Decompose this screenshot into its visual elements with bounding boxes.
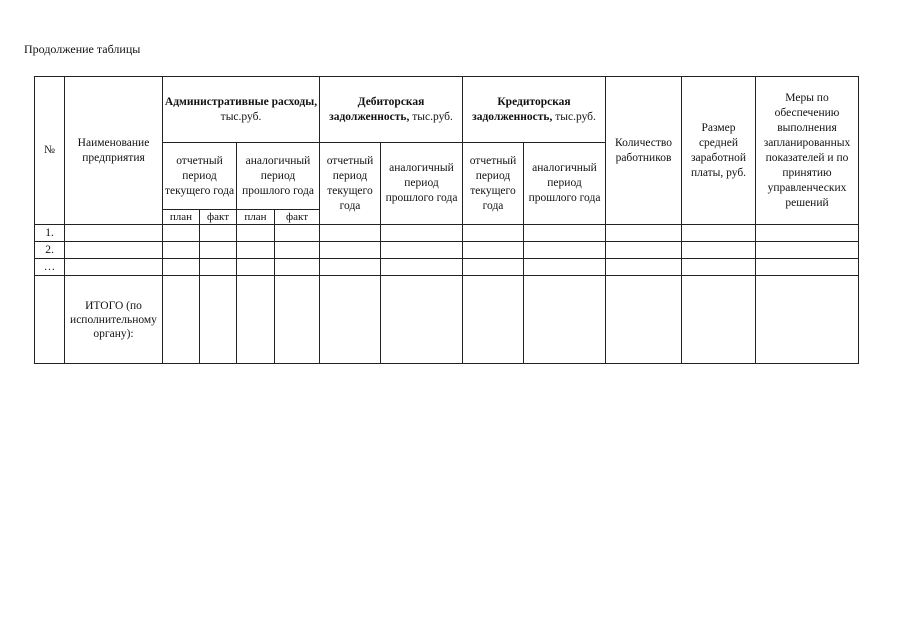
header-admin-expenses	[163, 77, 320, 143]
header-receivables-previous-period: аналогичный период прошлого года	[381, 143, 463, 225]
table-cell	[65, 242, 163, 259]
table-cell	[381, 225, 463, 242]
table-cell	[756, 242, 859, 259]
total-row	[35, 276, 859, 364]
header-workers-count: Количество работников	[606, 77, 682, 225]
header-payables	[463, 77, 606, 143]
header-payables-current-period: отчетный период текущего года	[463, 143, 524, 225]
header-receivables-unit: тыс.руб.	[409, 110, 453, 123]
table-cell	[381, 259, 463, 276]
table-cell	[463, 242, 524, 259]
table-cell	[524, 259, 606, 276]
table-cell	[524, 242, 606, 259]
table-caption: Продолжение таблицы	[24, 42, 141, 56]
header-admin-expenses-unit: тыс.руб.	[220, 110, 262, 123]
table-cell	[606, 259, 682, 276]
header-number: №	[35, 77, 65, 225]
table-cell	[200, 259, 237, 276]
header-receivables-title: Дебиторская задолженность,	[329, 95, 425, 123]
total-label: ИТОГО (по исполнительному органу):	[65, 276, 163, 364]
table-cell	[756, 276, 859, 364]
header-measures: Меры по обеспечению выполнения запланированных показателей и по принятию управленческих решений	[756, 77, 859, 225]
table-cell	[756, 259, 859, 276]
row-number: 1.	[35, 225, 65, 242]
header-enterprise-name: Наименование предприятия	[65, 77, 163, 225]
header-admin-expenses-title: Административные расходы,	[164, 95, 318, 108]
header-receivables-current-period: отчетный период текущего года	[320, 143, 381, 225]
table-cell	[682, 225, 756, 242]
row-number: 2.	[35, 242, 65, 259]
header-payables-previous-period: аналогичный период прошлого года	[524, 143, 606, 225]
table-row	[35, 242, 859, 259]
table-cell	[163, 276, 200, 364]
header-average-salary: Размер средней заработной платы, руб.	[682, 77, 756, 225]
table-cell	[606, 276, 682, 364]
report-table	[34, 76, 859, 364]
table-cell	[463, 225, 524, 242]
table-cell	[320, 242, 381, 259]
table-cell	[381, 242, 463, 259]
table-cell	[275, 225, 320, 242]
table-cell	[463, 259, 524, 276]
table-cell	[682, 259, 756, 276]
header-payables-title: Кредиторская задолженность,	[472, 95, 571, 123]
table-cell	[682, 242, 756, 259]
table-cell	[200, 225, 237, 242]
table-cell	[237, 276, 275, 364]
table-cell	[320, 276, 381, 364]
table-cell	[606, 242, 682, 259]
table-cell	[606, 225, 682, 242]
table-cell	[163, 242, 200, 259]
table-cell	[524, 276, 606, 364]
table-row	[35, 225, 859, 242]
table-cell	[381, 276, 463, 364]
table-cell	[163, 259, 200, 276]
row-number: …	[35, 259, 65, 276]
header-plan-current: план	[163, 210, 200, 225]
table-cell	[275, 242, 320, 259]
table-cell	[65, 225, 163, 242]
total-number-cell	[35, 276, 65, 364]
table-cell	[237, 259, 275, 276]
header-plan-previous: план	[237, 210, 275, 225]
header-receivables	[320, 77, 463, 143]
header-fact-current: факт	[200, 210, 237, 225]
table-cell	[200, 242, 237, 259]
table-cell	[200, 276, 237, 364]
header-admin-current-period: отчетный период текущего года	[163, 143, 237, 210]
table-cell	[682, 276, 756, 364]
table-cell	[237, 242, 275, 259]
table-cell	[237, 225, 275, 242]
header-fact-previous: факт	[275, 210, 320, 225]
table-cell	[65, 259, 163, 276]
table-cell	[524, 225, 606, 242]
table-cell	[320, 225, 381, 242]
header-payables-unit: тыс.руб.	[552, 110, 596, 123]
table-row	[35, 259, 859, 276]
table-cell	[163, 225, 200, 242]
table-cell	[275, 259, 320, 276]
table-cell	[320, 259, 381, 276]
table-cell	[275, 276, 320, 364]
table-cell	[756, 225, 859, 242]
table-cell	[463, 276, 524, 364]
header-admin-previous-period: аналогичный период прошлого года	[237, 143, 320, 210]
